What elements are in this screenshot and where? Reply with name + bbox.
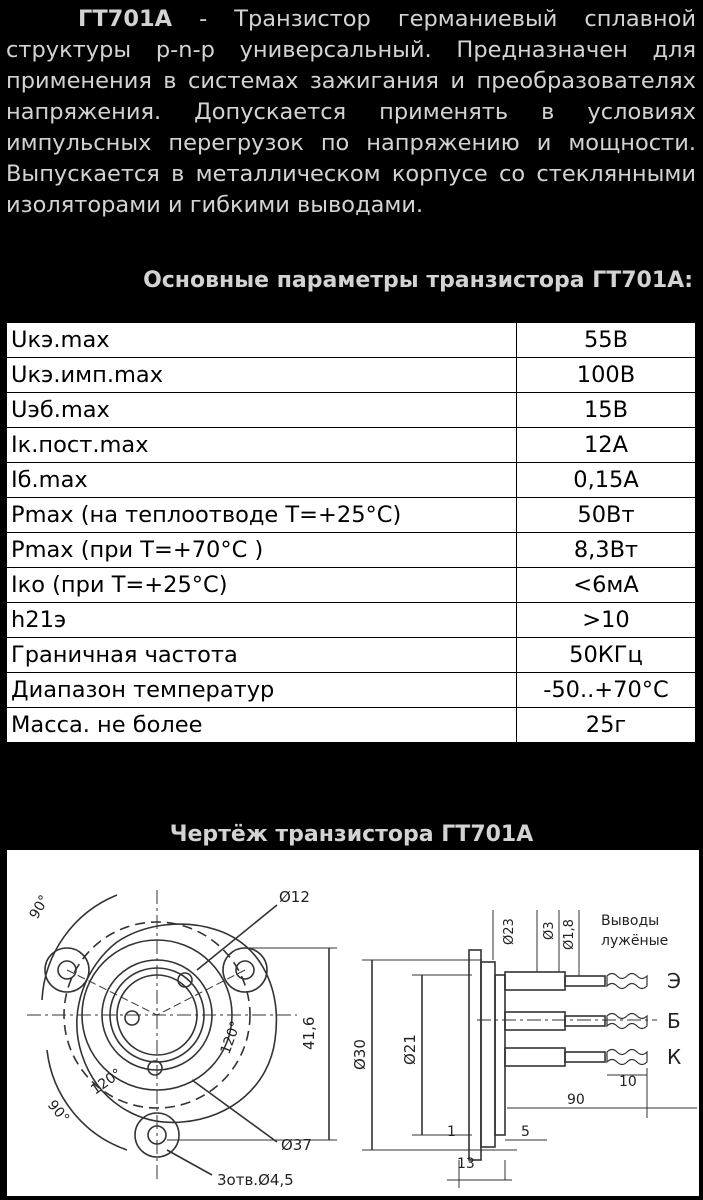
label-pin-e: Э <box>667 969 681 993</box>
param-row <box>7 533 696 568</box>
param-name: Pmax (при T=+70°С ) <box>7 533 517 568</box>
param-name: Диапазон температур <box>7 673 517 708</box>
param-row <box>7 638 696 673</box>
params-table-body <box>7 323 696 743</box>
label-dim-10: 10 <box>619 1074 637 1090</box>
param-row <box>7 463 696 498</box>
param-row <box>7 498 696 533</box>
label-dia-12: Ø12 <box>279 888 310 906</box>
label-dim-90: 90 <box>567 1092 585 1108</box>
drawing-svg <box>7 850 699 1196</box>
param-value: 15В <box>517 393 696 428</box>
param-name: Масса. не более <box>7 708 517 743</box>
param-value: 50КГц <box>517 638 696 673</box>
param-name: Iк.пост.max <box>7 428 517 463</box>
param-value: 0,15А <box>517 463 696 498</box>
param-name: Iб.max <box>7 463 517 498</box>
label-dia-23: Ø23 <box>502 918 517 945</box>
param-row <box>7 428 696 463</box>
param-value: 55В <box>517 323 696 358</box>
param-row <box>7 673 696 708</box>
label-angle-90-top: 90° <box>26 892 53 922</box>
param-value: 12А <box>517 428 696 463</box>
label-dim-1: 1 <box>447 1124 456 1140</box>
label-dim-41-6: 41,6 <box>300 1016 318 1050</box>
label-dia-1-8: Ø1,8 <box>562 919 577 950</box>
drawing-heading: Чертёж транзистора ГТ701А <box>169 822 534 847</box>
model-name: ГТ701А <box>78 6 173 32</box>
params-heading: Основные параметры транзистора ГТ701А: <box>143 268 693 293</box>
param-row <box>7 603 696 638</box>
label-dia-3: Ø3 <box>542 921 557 940</box>
param-value: >10 <box>517 603 696 638</box>
param-row <box>7 393 696 428</box>
label-angle-120-right: 120° <box>217 1019 245 1057</box>
param-row <box>7 708 696 743</box>
label-pin-k: К <box>667 1045 682 1069</box>
label-pin-b: Б <box>667 1009 681 1033</box>
label-angle-120-left: 120° <box>88 1065 125 1099</box>
label-dim-5: 5 <box>521 1124 530 1140</box>
param-row <box>7 568 696 603</box>
param-value: -50..+70°С <box>517 673 696 708</box>
label-leads-note-2: лужёные <box>601 933 669 949</box>
param-name: h21э <box>7 603 517 638</box>
param-value: 100В <box>517 358 696 393</box>
label-dia-37: Ø37 <box>281 1136 312 1154</box>
transistor-drawing <box>7 850 699 1196</box>
param-name: Uкэ.max <box>7 323 517 358</box>
param-name: Uкэ.имп.max <box>7 358 517 393</box>
param-row <box>7 358 696 393</box>
param-name: Граничная частота <box>7 638 517 673</box>
intro-text: - Транзистор германиевый сплавной структуры p-n-p универсальный. Предназначен для применения в системах зажигания и преобразователях напряжения. Допускается применять в условиях импульсных перегрузок по напряжению и мощности. Выпускается в металлическом корпусе со стеклянными изоляторами и гибкими выводами. <box>6 6 696 218</box>
param-name: Pmax (на теплоотводе T=+25°С) <box>7 498 517 533</box>
param-value: 50Вт <box>517 498 696 533</box>
label-dia-21: Ø21 <box>401 1034 419 1065</box>
label-dia-30: Ø30 <box>351 1039 369 1070</box>
param-row <box>7 323 696 358</box>
param-name: Iко (при T=+25°С) <box>7 568 517 603</box>
param-value: 25г <box>517 708 696 743</box>
label-angle-90-bottom: 90° <box>43 1097 73 1127</box>
intro-paragraph <box>6 4 696 221</box>
label-holes: 3отв.Ø4,5 <box>217 1171 294 1189</box>
param-name: Uэб.max <box>7 393 517 428</box>
params-table <box>6 322 696 743</box>
param-value: <6мА <box>517 568 696 603</box>
label-leads-note-1: Выводы <box>601 913 660 929</box>
param-value: 8,3Вт <box>517 533 696 568</box>
label-dim-13: 13 <box>457 1156 475 1172</box>
